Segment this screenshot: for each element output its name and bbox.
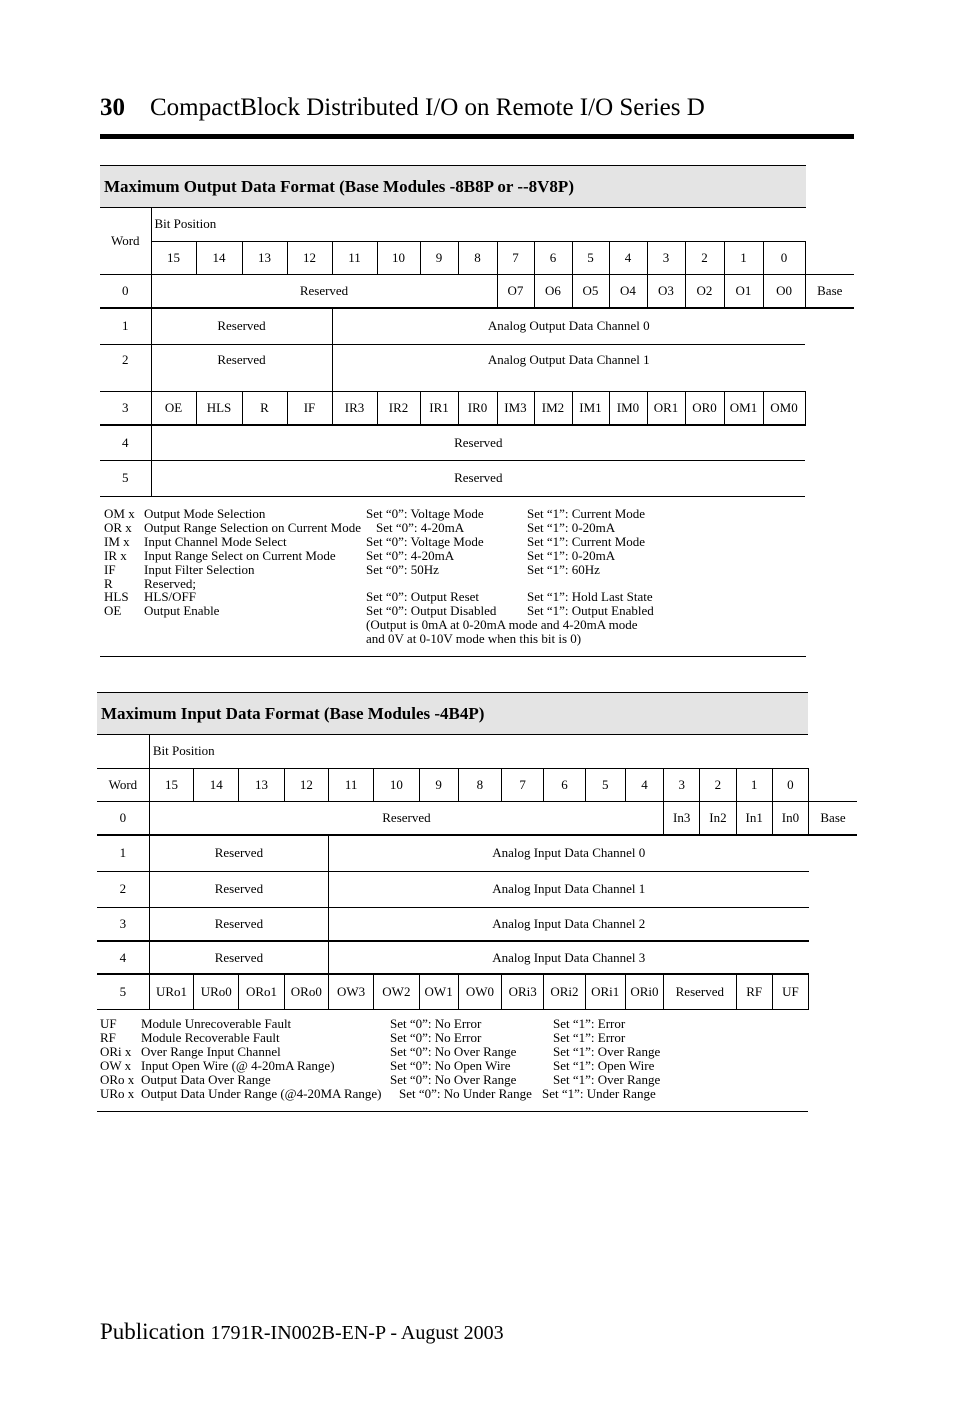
legend-desc: Input Channel Mode Select <box>144 533 287 549</box>
bit-cell: OM1 <box>724 391 763 425</box>
word-number: 0 <box>100 274 151 308</box>
bit-cell: OW3 <box>328 974 373 1009</box>
table-row <box>100 274 854 308</box>
legend-set0: Set “0”: No Under Range <box>399 1086 532 1101</box>
bit-number: 8 <box>458 241 497 274</box>
legend-code: OW x <box>100 1058 132 1073</box>
table-row <box>100 460 854 496</box>
word-number: 1 <box>100 308 151 344</box>
table-row <box>97 801 857 835</box>
legend-set0: Set “0”: No Open Wire <box>390 1058 511 1073</box>
legend-desc: Output Range Selection on Current Mode <box>144 519 361 535</box>
bit-position-header: Bit Position <box>152 743 215 759</box>
word-number: 0 <box>97 801 149 835</box>
channel-cell: Analog Output Data Channel 1 <box>332 344 805 391</box>
legend-code: IR x <box>104 547 127 563</box>
table-row <box>97 871 857 907</box>
bit-cell: IR1 <box>420 391 458 425</box>
bit-cell: URo1 <box>149 974 193 1009</box>
legend-set1: Set “1”: Hold Last State <box>527 589 653 605</box>
legend-set1: Set “1”: Current Mode <box>527 506 646 521</box>
bit-number-row <box>100 241 854 274</box>
legend-set0: Set “0”: No Over Range <box>390 1044 517 1059</box>
bit-number: 15 <box>149 768 193 801</box>
input-table-title: Maximum Input Data Format (Base Modules -4B4P) <box>97 692 808 735</box>
legend-code: RF <box>100 1030 116 1045</box>
bit-number: 2 <box>685 241 724 274</box>
bit-cell: IR2 <box>377 391 420 425</box>
word-number: 3 <box>97 907 149 941</box>
bit-cell: O7 <box>497 274 534 308</box>
legend-desc: Output Data Over Range <box>141 1072 271 1087</box>
reserved-cell: Reserved <box>664 974 736 1009</box>
legend-set1: Set “1”: Under Range <box>542 1086 656 1101</box>
channel-cell: Analog Input Data Channel 2 <box>328 907 808 941</box>
table-row <box>100 344 854 391</box>
bit-number: 0 <box>772 768 808 801</box>
legend-code: ORo x <box>100 1072 135 1087</box>
page-number: 30 <box>100 94 125 121</box>
legend-code: OM x <box>104 506 135 521</box>
legend-set0: Set “0”: No Error <box>390 1030 482 1045</box>
bit-cell: IM1 <box>572 391 609 425</box>
bit-number: 0 <box>763 241 805 274</box>
legend-desc: Output Data Under Range (@4-20MA Range) <box>141 1086 382 1101</box>
legend-set0: Set “0”: 4-20mA <box>366 547 455 563</box>
bit-cell: OR1 <box>647 391 685 425</box>
legend-code: UF <box>100 1016 117 1031</box>
bit-cell: OW0 <box>458 974 501 1009</box>
bit-cell: O4 <box>609 274 647 308</box>
legend-set0: Set “0”: Output Disabled <box>366 603 497 619</box>
bit-cell: In2 <box>700 801 736 835</box>
legend-code: HLS <box>104 589 129 605</box>
bit-number: 11 <box>332 241 377 274</box>
table-row <box>100 425 854 460</box>
reserved-cell: Reserved <box>149 871 328 907</box>
bit-cell: ORi0 <box>625 974 663 1009</box>
input-legend <box>100 1017 808 1103</box>
bit-number-row <box>97 768 857 801</box>
bit-cell: OE <box>151 391 196 425</box>
legend-code: OR x <box>104 519 132 535</box>
word-number: 2 <box>100 344 151 391</box>
legend-set1: Set “1”: Current Mode <box>527 533 646 549</box>
legend-set1: Set “1”: Error <box>553 1016 626 1031</box>
bit-cell: IR3 <box>332 391 377 425</box>
word-number: 5 <box>100 460 151 496</box>
word-header: Word <box>100 208 151 274</box>
base-cell: Base <box>805 274 854 308</box>
legend-set0: Set “0”: 4-20mA <box>376 519 465 535</box>
bit-cell: OW1 <box>419 974 458 1009</box>
legend-set1: Set “1”: 0-20mA <box>527 519 616 535</box>
bit-number: 14 <box>196 241 242 274</box>
legend-set1: Set “1”: 60Hz <box>527 561 600 577</box>
bit-number: 13 <box>239 768 284 801</box>
bit-cell: IF <box>287 391 332 425</box>
word-number: 4 <box>97 941 149 974</box>
legend-note: (Output is 0mA at 0-20mA mode and 4-20mA mode <box>366 617 638 633</box>
bit-number: 1 <box>724 241 763 274</box>
legend-code: OE <box>104 603 122 619</box>
bit-number: 10 <box>377 241 420 274</box>
bit-cell: IM3 <box>497 391 534 425</box>
bit-number: 1 <box>736 768 772 801</box>
legend-set1: Set “1”: Error <box>553 1030 626 1045</box>
table-row <box>97 907 857 941</box>
bit-position-header: Bit Position <box>154 216 217 232</box>
legend-set1: Set “1”: Open Wire <box>553 1058 655 1073</box>
legend-code: IF <box>104 561 116 577</box>
channel-cell: Analog Output Data Channel 0 <box>332 308 805 344</box>
bit-number: 7 <box>497 241 534 274</box>
output-table-bottom-rule <box>100 656 806 657</box>
bit-cell: O5 <box>572 274 609 308</box>
header-rule <box>100 134 854 139</box>
input-table-bottom-rule <box>97 1111 808 1112</box>
bit-cell: O1 <box>724 274 763 308</box>
legend-set0: Set “0”: No Error <box>390 1016 482 1031</box>
bit-number: 10 <box>374 768 419 801</box>
table-row <box>100 308 854 344</box>
output-table-title: Maximum Output Data Format (Base Modules -8B8P or --8V8P) <box>100 165 806 208</box>
legend-desc: Module Recoverable Fault <box>141 1030 280 1045</box>
word-header: Word <box>97 768 149 801</box>
bit-number: 12 <box>284 768 328 801</box>
table-row <box>97 941 857 974</box>
legend-code: IM x <box>104 533 130 549</box>
input-data-format-table <box>97 735 857 1010</box>
bit-cell: URo0 <box>194 974 239 1009</box>
bit-cell: O3 <box>647 274 685 308</box>
reserved-cell: Reserved <box>149 835 328 871</box>
channel-cell: Analog Input Data Channel 1 <box>328 871 808 907</box>
legend-set0: Set “0”: No Over Range <box>390 1072 517 1087</box>
bit-cell: In3 <box>664 801 700 835</box>
bit-cell: HLS <box>196 391 242 425</box>
bit-number: 8 <box>458 768 501 801</box>
reserved-cell: Reserved <box>151 274 497 308</box>
bit-number: 15 <box>151 241 196 274</box>
bit-cell: ORo0 <box>284 974 328 1009</box>
bit-cell: ORi3 <box>502 974 544 1009</box>
bit-number: 3 <box>647 241 685 274</box>
reserved-cell: Reserved <box>151 308 332 344</box>
bit-cell: OW2 <box>374 974 419 1009</box>
bit-cell: R <box>242 391 287 425</box>
table-row <box>100 391 854 425</box>
word-number: 3 <box>100 391 151 425</box>
table-row <box>97 974 857 1009</box>
reserved-cell: Reserved <box>151 425 805 460</box>
bit-number: 14 <box>194 768 239 801</box>
word-number: 4 <box>100 425 151 460</box>
bit-number: 5 <box>572 241 609 274</box>
bit-number: 4 <box>609 241 647 274</box>
word-number: 2 <box>97 871 149 907</box>
legend-set1: Set “1”: Over Range <box>553 1072 661 1087</box>
reserved-cell: Reserved <box>149 941 328 974</box>
legend-desc: Input Range Select on Current Mode <box>144 547 336 563</box>
legend-set0: Set “0”: 50Hz <box>366 561 439 577</box>
rf-cell: RF <box>736 974 772 1009</box>
reserved-cell: Reserved <box>149 907 328 941</box>
legend-note: and 0V at 0-10V mode when this bit is 0) <box>366 631 582 647</box>
bit-cell: O2 <box>685 274 724 308</box>
publication-id: 1791R-IN002B-EN-P - August 2003 <box>210 1322 504 1344</box>
word-number: 5 <box>97 974 149 1009</box>
bit-number: 3 <box>664 768 700 801</box>
legend-code: URo x <box>100 1086 135 1101</box>
publication-label: Publication <box>100 1319 205 1344</box>
uf-cell: UF <box>772 974 808 1009</box>
reserved-cell: Reserved <box>151 344 332 391</box>
legend-desc: Module Unrecoverable Fault <box>141 1016 292 1031</box>
bit-cell: OM0 <box>763 391 805 425</box>
reserved-cell: Reserved <box>151 460 805 496</box>
bit-number: 13 <box>242 241 287 274</box>
legend-code: ORi x <box>100 1044 132 1059</box>
legend-set0: Set “0”: Voltage Mode <box>366 506 484 521</box>
legend-desc: Output Enable <box>144 603 220 619</box>
bit-number: 12 <box>287 241 332 274</box>
bit-cell: O0 <box>763 274 805 308</box>
channel-cell: Analog Input Data Channel 0 <box>328 835 808 871</box>
bit-cell: OR0 <box>685 391 724 425</box>
bit-cell: IM0 <box>609 391 647 425</box>
bit-cell: In0 <box>772 801 808 835</box>
bit-cell: ORi2 <box>544 974 585 1009</box>
output-data-format-table <box>100 208 854 497</box>
reserved-cell: Reserved <box>149 801 663 835</box>
legend-set1: Set “1”: Output Enabled <box>527 603 654 619</box>
bit-number: 2 <box>700 768 736 801</box>
bit-number: 7 <box>502 768 544 801</box>
bit-number: 5 <box>585 768 625 801</box>
bit-number: 6 <box>534 241 572 274</box>
channel-cell: Analog Input Data Channel 3 <box>328 941 808 974</box>
legend-desc: HLS/OFF <box>144 589 197 605</box>
bit-cell: In1 <box>736 801 772 835</box>
bit-number: 6 <box>544 768 585 801</box>
legend-desc: Over Range Input Channel <box>141 1044 281 1059</box>
legend-set0: Set “0”: Output Reset <box>366 589 480 605</box>
legend-desc: Input Filter Selection <box>144 561 255 577</box>
bit-number: 9 <box>420 241 458 274</box>
table-row <box>97 835 857 871</box>
bit-cell: O6 <box>534 274 572 308</box>
legend-desc: Input Open Wire (@ 4-20mA Range) <box>141 1058 335 1073</box>
legend-desc: Output Mode Selection <box>144 506 266 521</box>
bit-number: 9 <box>419 768 458 801</box>
bit-number: 4 <box>625 768 663 801</box>
bit-cell: IR0 <box>458 391 497 425</box>
bit-cell: ORo1 <box>239 974 284 1009</box>
legend-set1: Set “1”: Over Range <box>553 1044 661 1059</box>
output-legend <box>104 507 804 649</box>
publication-footer <box>100 1317 504 1348</box>
legend-set1: Set “1”: 0-20mA <box>527 547 616 563</box>
bit-cell: ORi1 <box>585 974 625 1009</box>
legend-set0: Set “0”: Voltage Mode <box>366 533 484 549</box>
base-cell: Base <box>809 801 857 835</box>
page-header-title: CompactBlock Distributed I/O on Remote I/O Series D <box>150 94 705 121</box>
bit-number: 11 <box>328 768 373 801</box>
legend-desc: Reserved; <box>144 575 196 591</box>
word-number: 1 <box>97 835 149 871</box>
bit-cell: IM2 <box>534 391 572 425</box>
legend-code: R <box>104 575 113 591</box>
